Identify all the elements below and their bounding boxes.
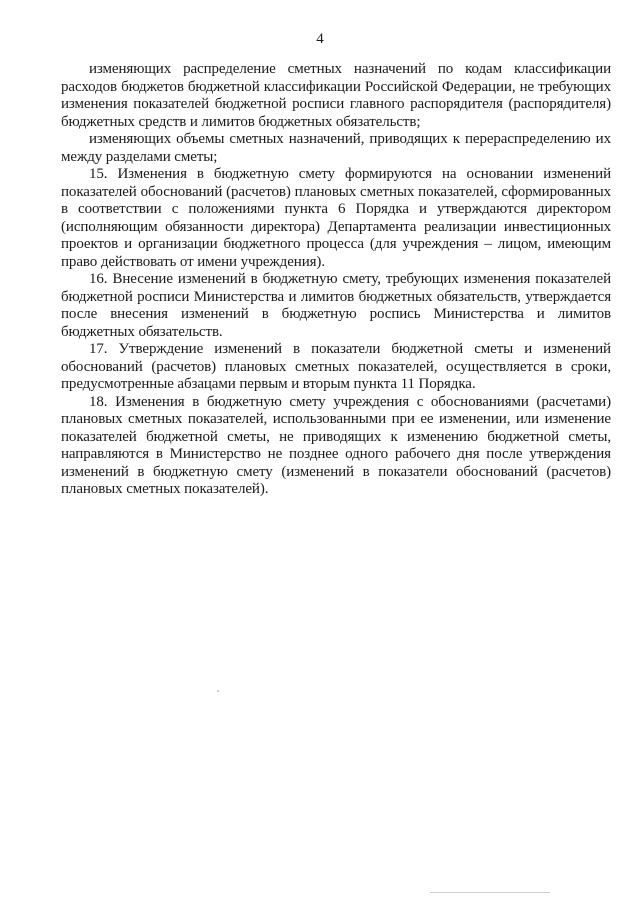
scan-artifact [430,892,550,893]
scan-artifact [217,690,219,692]
paragraph-continuation-1: изменяющих распределение сметных назначений по кодам классификации расходов бюджетов бюджетной классификации Российской Федерации, не требующих изменения показателей бюджетной росписи главного распорядителя (распорядителя) бюджетных средств и лимитов бюджетных обязательств; [61,61,611,130]
document-body [61,61,611,499]
paragraph-item-18: 18. Изменения в бюджетную смету учреждения с обоснованиями (расчетами) плановых сметных показателей, использованными при ее изменении, или изменение показателей бюджетной сметы, не приводящих к изменению бюджетной сметы, направляются в Министерство не позднее одного рабочего дня после утверждения изменений в бюджетную смету (изменений в показатели обоснований (расчетов) плановых сметных показателей). [61,393,611,497]
paragraph-item-16: 16. Внесение изменений в бюджетную смету, требующих изменения показателей бюджетной росписи Министерства и лимитов бюджетных обязательств, утверждается после внесения изменений в бюджетную роспись Министерства и лимитов бюджетных обязательств. [61,271,611,340]
paragraph-item-15: 15. Изменения в бюджетную смету формируются на основании изменений показателей обоснований (расчетов) плановых сметных показателей, сформированных в соответствии с положениями пункта 6 Порядка и утверждаются директором (исполняющим обязанности директора) Департамента реализации инвестиционных проектов и организации бюджетного процесса (для учреждения – лицом, имеющим право действовать от имени учреждения). [61,166,611,270]
page-number: 4 [316,31,324,47]
paragraph-continuation-2: изменяющих объемы сметных назначений, приводящих к перераспределению их между разделами сметы; [61,131,611,165]
paragraph-item-17: 17. Утверждение изменений в показатели бюджетной сметы и изменений обоснований (расчетов) плановых сметных показателей, осуществляется в сроки, предусмотренные абзацами первым и вторым пункта 11 Порядка. [61,341,611,392]
